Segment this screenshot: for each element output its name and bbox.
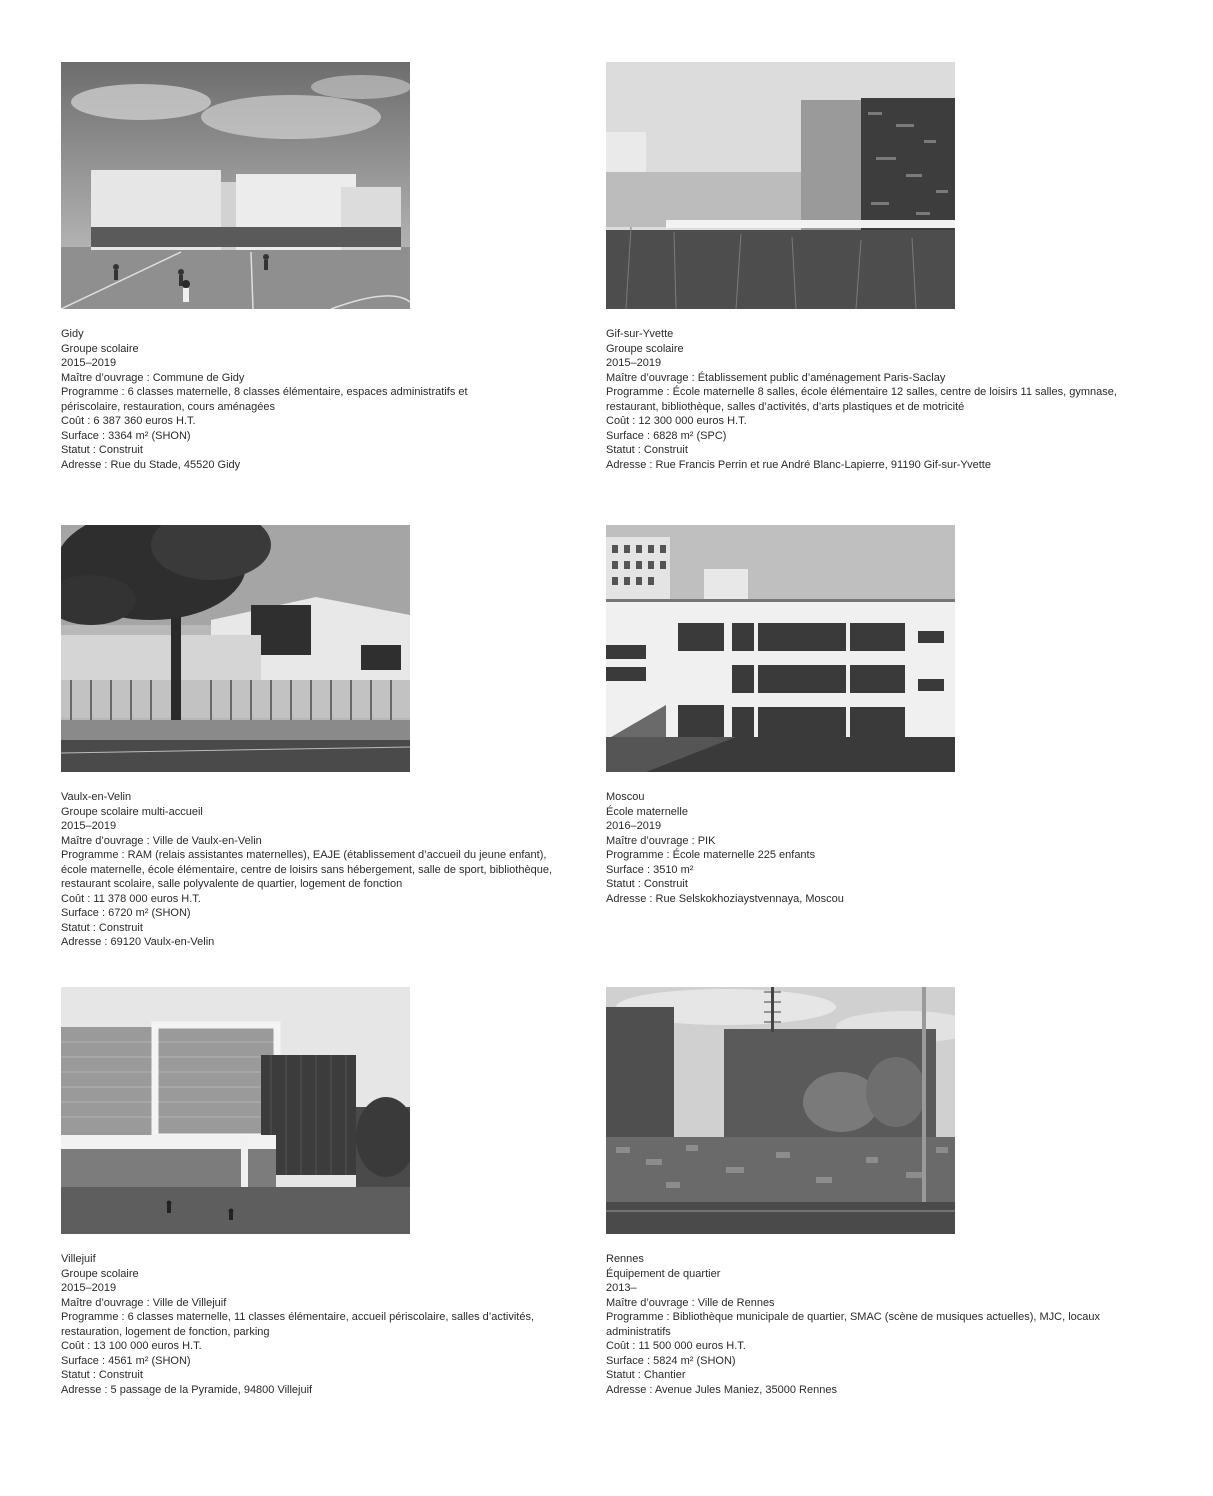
caption-vaulx-en-velin — [61, 790, 621, 950]
project-program: Programme : 6 classes maternelle, 11 classes élémentaire, accueil périscolaire, salles d’activités, restauration, logement de fonction, parking — [61, 1311, 534, 1338]
project-surface: Surface : 6720 m² (SHON) — [61, 907, 191, 919]
project-program: Programme : École maternelle 225 enfants — [606, 849, 816, 861]
project-city: Rennes — [606, 1253, 644, 1265]
project-vaulx-en-velin — [61, 525, 621, 950]
photo-rennes — [606, 987, 955, 1234]
project-program: Programme : 6 classes maternelle, 8 classes élémentaire, espaces administratifs et périscolaire, restauration, cours aménagées — [61, 386, 468, 413]
caption-moscou — [606, 790, 1166, 906]
project-status: Statut : Construit — [606, 878, 688, 890]
project-client: Maître d’ouvrage : Ville de Vaulx-en-Velin — [61, 834, 262, 847]
project-years: 2015–2019 — [61, 820, 117, 832]
project-cost: Coût : 11 500 000 euros H.T. — [606, 1340, 746, 1352]
photo-villejuif — [61, 987, 410, 1234]
project-city: Villejuif — [61, 1253, 96, 1265]
project-villejuif — [61, 987, 621, 1397]
project-rennes — [606, 987, 1166, 1397]
project-type: Groupe scolaire — [61, 342, 139, 355]
project-cost: Coût : 6 387 360 euros H.T. — [61, 415, 196, 427]
project-client: Maître d’ouvrage : Ville de Villejuif — [61, 1296, 227, 1309]
project-years: 2015–2019 — [61, 1282, 117, 1294]
project-surface: Surface : 3364 m² (SHON) — [61, 429, 191, 442]
project-type: Groupe scolaire multi-accueil — [61, 805, 203, 818]
project-address: Adresse : Avenue Jules Maniez, 35000 Rennes — [606, 1383, 837, 1396]
project-years: 2013– — [606, 1282, 637, 1294]
project-address: Adresse : Rue Selskokhoziaystvennaya, Moscou — [606, 892, 844, 905]
project-status: Statut : Construit — [61, 921, 143, 934]
photo-moscou — [606, 525, 955, 772]
project-client: Maître d’ouvrage : PIK — [606, 834, 716, 847]
project-years: 2015–2019 — [606, 357, 662, 369]
project-moscou — [606, 525, 1166, 906]
project-type: École maternelle — [606, 805, 688, 818]
caption-gif-sur-yvette — [606, 327, 1166, 472]
project-status: Statut : Construit — [61, 1369, 143, 1381]
project-program: Programme : Bibliothèque municipale de quartier, SMAC (scène de musiques actuelles), MJC, locaux administratifs — [606, 1311, 1101, 1338]
project-address: Adresse : Rue Francis Perrin et rue André Blanc-Lapierre, 91190 Gif-sur-Yvette — [606, 458, 991, 471]
project-surface: Surface : 4561 m² (SHON) — [61, 1354, 191, 1367]
project-program: Programme : École maternelle 8 salles, école élémentaire 12 salles, centre de loisirs 11 salles, gymnase, restaurant, bibliothèque, salles d’activités, d’arts plastiques et de motricité — [606, 386, 1117, 413]
project-type: Groupe scolaire — [606, 342, 684, 355]
project-type: Équipement de quartier — [606, 1267, 721, 1280]
project-city: Gidy — [61, 328, 84, 340]
project-address: Adresse : 5 passage de la Pyramide, 94800 Villejuif — [61, 1383, 313, 1396]
caption-villejuif — [61, 1252, 621, 1397]
project-city: Moscou — [606, 791, 645, 803]
photo-gidy — [61, 62, 410, 309]
project-gif-sur-yvette — [606, 62, 1166, 472]
project-status: Statut : Construit — [61, 444, 143, 456]
caption-gidy — [61, 327, 621, 472]
project-client: Maître d’ouvrage : Commune de Gidy — [61, 371, 245, 384]
project-client: Maître d’ouvrage : Établissement public d’aménagement Paris-Saclay — [606, 371, 946, 384]
project-city: Gif-sur-Yvette — [606, 328, 674, 340]
project-client: Maître d’ouvrage : Ville de Rennes — [606, 1296, 775, 1309]
photo-vaulx-en-velin — [61, 525, 410, 772]
project-address: Adresse : 69120 Vaulx-en-Velin — [61, 936, 215, 948]
project-status: Statut : Construit — [606, 444, 688, 456]
project-status: Statut : Chantier — [606, 1369, 686, 1381]
project-cost: Coût : 13 100 000 euros H.T. — [61, 1340, 202, 1352]
project-gidy — [61, 62, 621, 472]
photo-gif-sur-yvette — [606, 62, 955, 309]
project-address: Adresse : Rue du Stade, 45520 Gidy — [61, 458, 241, 471]
caption-rennes — [606, 1252, 1166, 1397]
project-surface: Surface : 3510 m² — [606, 863, 694, 876]
project-city: Vaulx-en-Velin — [61, 791, 132, 803]
project-program: Programme : RAM (relais assistantes maternelles), EAJE (établissement d’accueil du jeune enfant), école maternelle, école élémentaire, centre de loisirs sans hébergement, salle de sport, bibliothèque, restaurant scolaire, salle polyvalente de quartier, logement de fonction — [61, 849, 553, 890]
project-surface: Surface : 5824 m² (SHON) — [606, 1354, 736, 1367]
project-cost: Coût : 12 300 000 euros H.T. — [606, 415, 747, 427]
project-type: Groupe scolaire — [61, 1267, 139, 1280]
project-surface: Surface : 6828 m² (SPC) — [606, 429, 727, 442]
project-cost: Coût : 11 378 000 euros H.T. — [61, 892, 201, 905]
project-years: 2015–2019 — [61, 357, 117, 369]
project-years: 2016–2019 — [606, 820, 662, 832]
